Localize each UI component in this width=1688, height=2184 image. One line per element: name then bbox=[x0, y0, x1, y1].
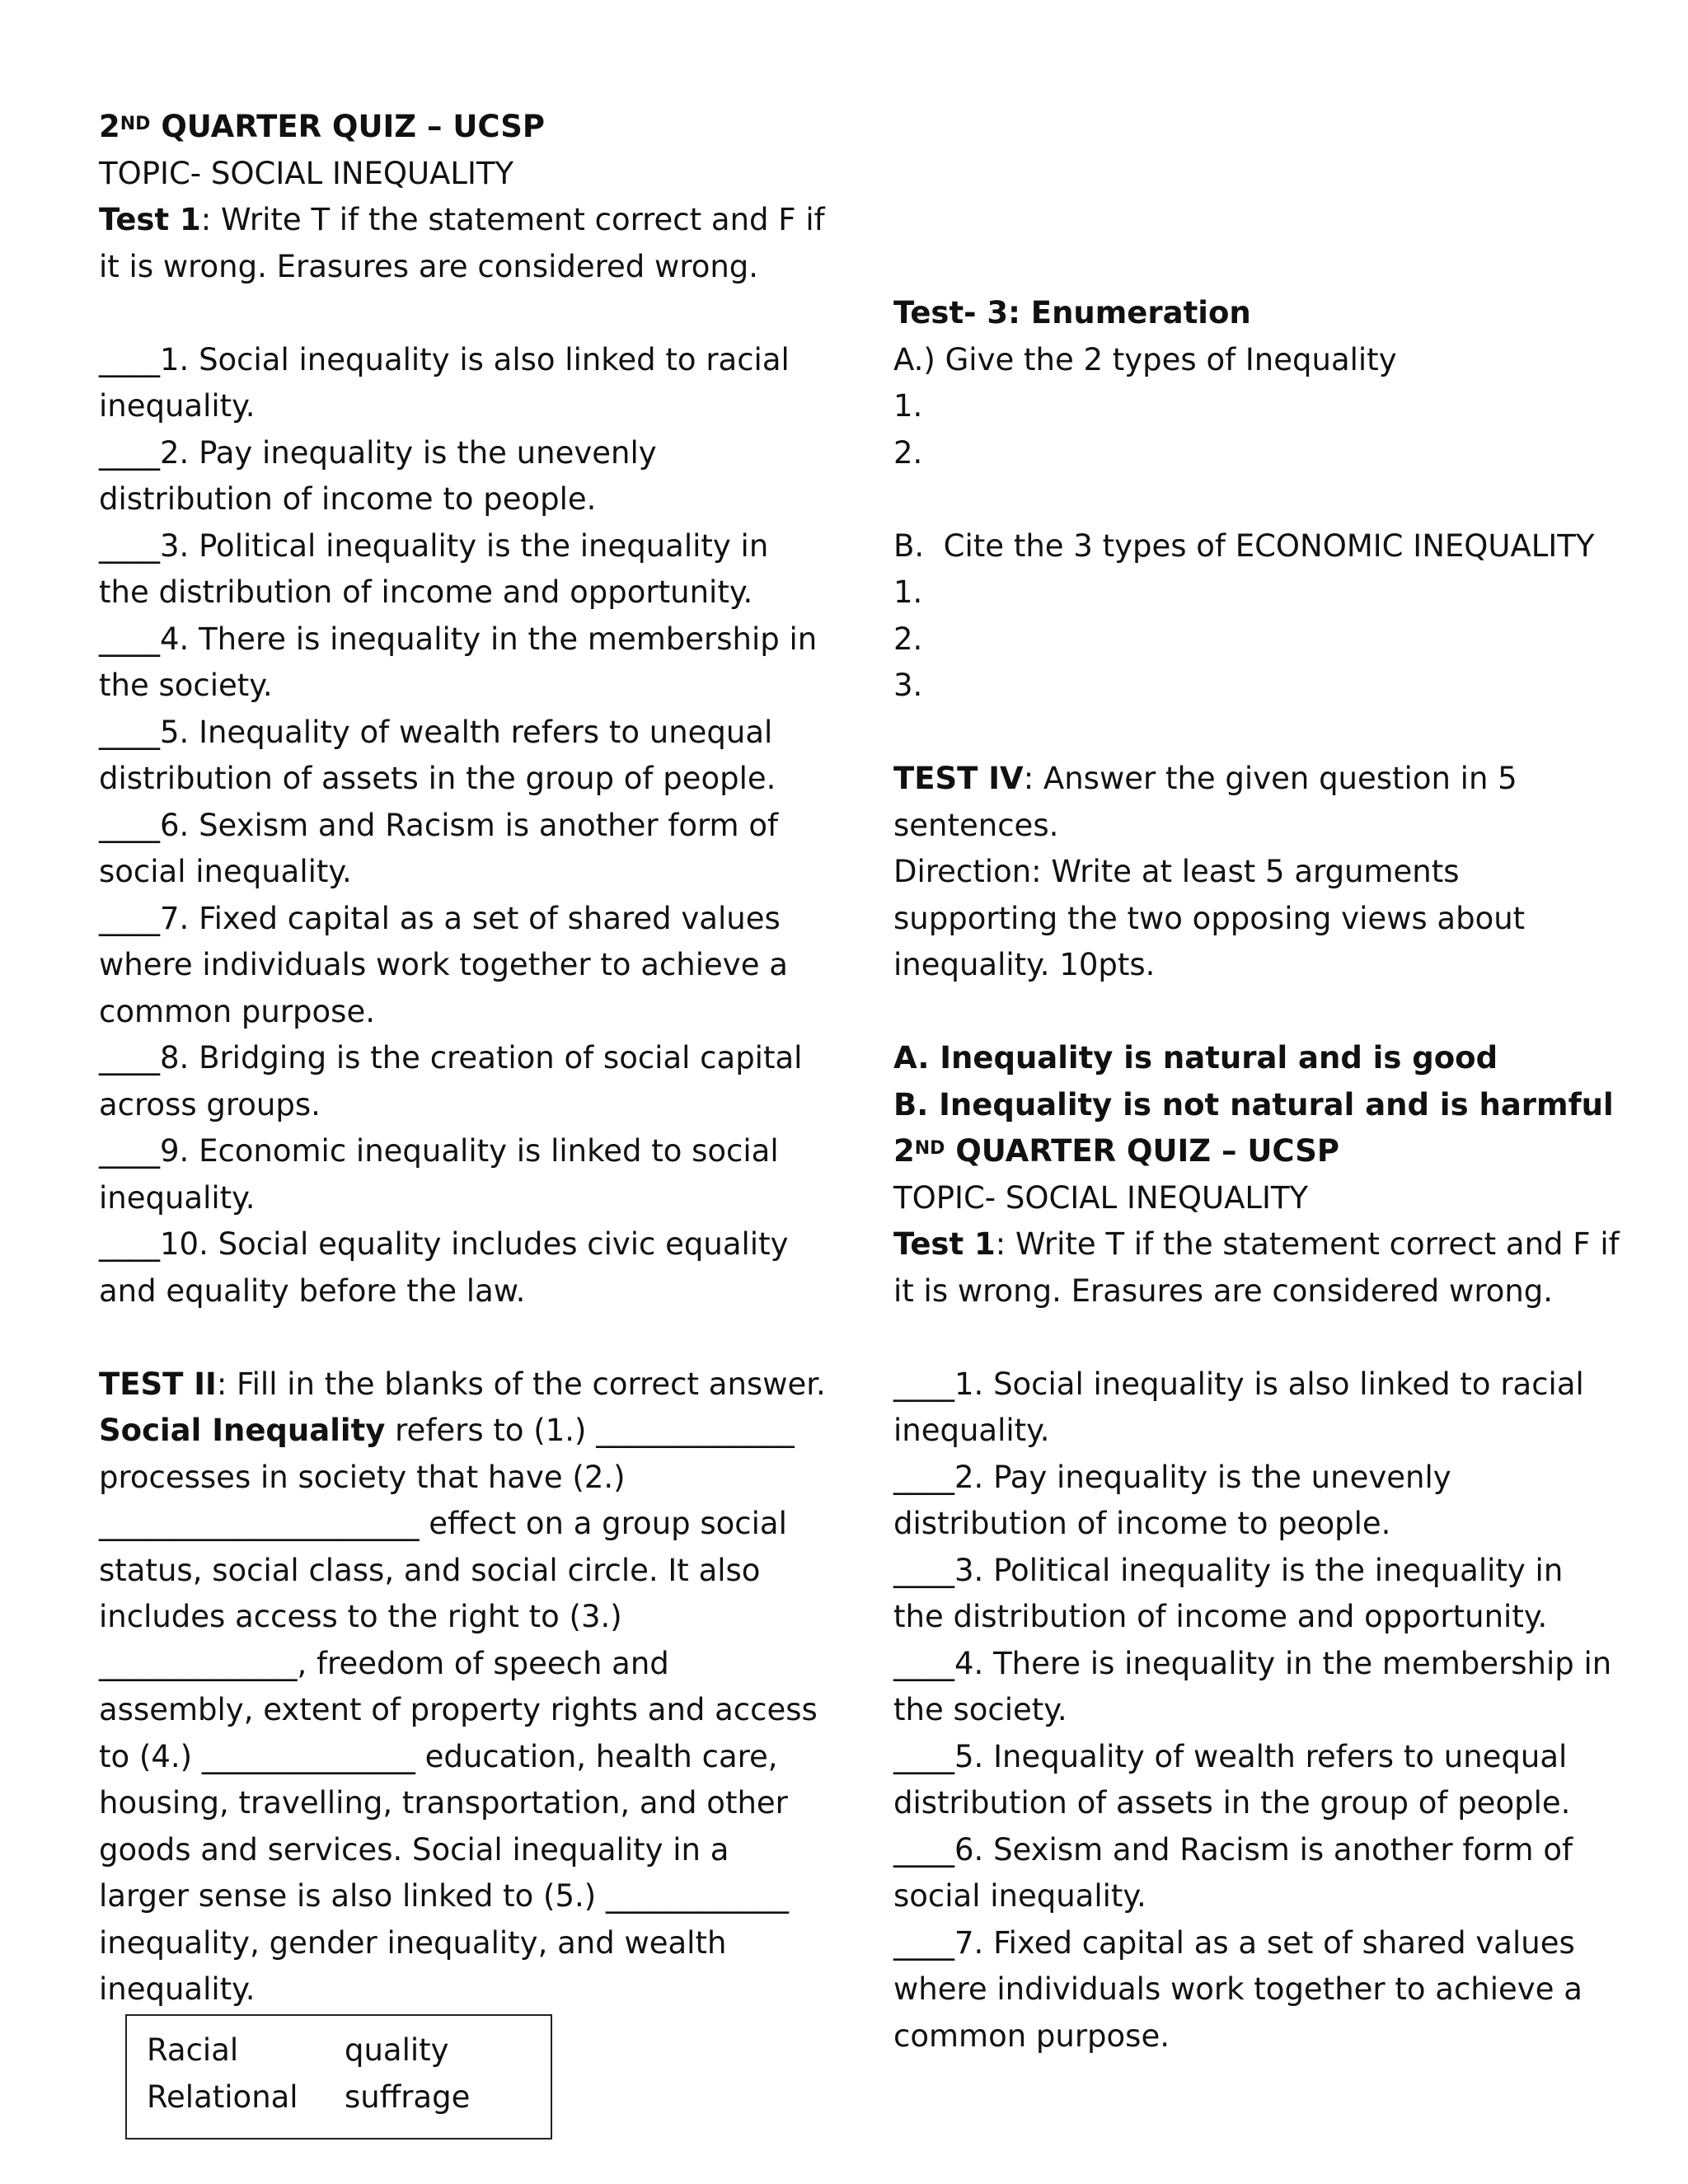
topic-line-repeat: TOPIC- SOCIAL INEQUALITY bbox=[893, 1179, 1309, 1216]
test1-item-line: ____3. Political inequality is the inequality in bbox=[99, 527, 769, 564]
test1-item-line: ____5. Inequality of wealth refers to unequal bbox=[893, 1738, 1568, 1774]
enum-item: 3. bbox=[893, 668, 923, 703]
test2-line: to (4.) ______________ education, health care, bbox=[99, 1738, 778, 1774]
test2-instruction: TEST II: Fill in the blanks of the correct answer. bbox=[99, 1366, 826, 1402]
choice-word: quality bbox=[345, 2032, 449, 2068]
choice-word: Relational bbox=[147, 2079, 298, 2115]
test4-line: inequality. 10pts. bbox=[893, 947, 1156, 982]
topic-line: TOPIC- SOCIAL INEQUALITY bbox=[99, 155, 514, 191]
test1-item-line: where individuals work together to achieve a bbox=[99, 947, 788, 982]
test1-item-line: ____6. Sexism and Racism is another form of bbox=[99, 807, 779, 843]
test2-line: housing, travelling, transportation, and other bbox=[99, 1785, 788, 1821]
test1-item-line: ____5. Inequality of wealth refers to unequal bbox=[99, 714, 773, 750]
test1-item-line: distribution of assets in the group of people. bbox=[99, 761, 776, 796]
test4-line: Direction: Write at least 5 arguments bbox=[893, 854, 1460, 889]
right-column bbox=[893, 104, 1635, 2060]
enum-item: 2. bbox=[893, 434, 923, 471]
test2-line: _____________________ effect on a group social bbox=[99, 1506, 787, 1541]
choice-word: suffrage bbox=[345, 2079, 471, 2115]
test1-item-line: ____8. Bridging is the creation of social capital bbox=[99, 1040, 803, 1076]
enum-item: 2. bbox=[893, 621, 923, 657]
test1-item-line: the distribution of income and opportunity. bbox=[99, 574, 753, 610]
test1-item-line: inequality. bbox=[99, 388, 256, 424]
test1-item-line: and equality before the law. bbox=[99, 1272, 526, 1309]
test1-item-line: common purpose. bbox=[893, 2018, 1170, 2054]
test1-item-line: ____9. Economic inequality is linked to social bbox=[99, 1133, 779, 1169]
test1-item-line: ____2. Pay inequality is the unevenly bbox=[99, 434, 657, 471]
test1-item-line: common purpose. bbox=[99, 993, 375, 1029]
test1-item-line: ____3. Political inequality is the inequality in bbox=[893, 1552, 1564, 1588]
test1-instruction-cont-repeat: it is wrong. Erasures are considered wrong. bbox=[893, 1272, 1554, 1309]
test4-instruction: TEST IV: Answer the given question in 5 bbox=[893, 761, 1517, 796]
test1-item-line: ____1. Social inequality is also linked to racial bbox=[99, 341, 790, 377]
test2-line: inequality. bbox=[99, 1971, 256, 2007]
choices-row bbox=[147, 2074, 551, 2121]
test3-part-b: B. Cite the 3 types of ECONOMIC INEQUALITY bbox=[893, 527, 1595, 564]
test2-line: includes access to the right to (3.) bbox=[99, 1599, 622, 1634]
test3-title: Test- 3: Enumeration bbox=[893, 295, 1251, 330]
left-column bbox=[99, 104, 824, 2013]
test1-item-line: ____10. Social equality includes civic equality bbox=[99, 1226, 789, 1262]
quiz-title: 2ND QUARTER QUIZ – UCSP bbox=[99, 109, 546, 144]
test2-line: inequality, gender inequality, and wealth bbox=[99, 1924, 727, 1961]
test1-instruction: Test 1: Write T if the statement correct and F if bbox=[99, 202, 825, 237]
test1-item-line: ____4. There is inequality in the membership in bbox=[893, 1645, 1612, 1681]
test1-instruction-repeat: Test 1: Write T if the statement correct and F if bbox=[893, 1226, 1620, 1262]
test1-item-line: ____1. Social inequality is also linked to racial bbox=[893, 1366, 1584, 1402]
test1-item-line: distribution of income to people. bbox=[99, 481, 597, 517]
test1-item-line: distribution of income to people. bbox=[893, 1506, 1391, 1541]
test1-item-line: social inequality. bbox=[99, 854, 352, 889]
enum-item: 1. bbox=[893, 388, 923, 424]
test1-item-line: across groups. bbox=[99, 1086, 321, 1122]
word-choices-box bbox=[125, 2014, 552, 2139]
test1-item-line: distribution of assets in the group of people. bbox=[893, 1785, 1571, 1821]
test1-item-line: ____2. Pay inequality is the unevenly bbox=[893, 1459, 1451, 1495]
test1-item-line: ____7. Fixed capital as a set of shared values bbox=[99, 900, 781, 936]
test1-item-line: social inequality. bbox=[893, 1878, 1146, 1914]
test1-instruction-cont: it is wrong. Erasures are considered wrong. bbox=[99, 248, 759, 284]
test2-line: goods and services. Social inequality in a bbox=[99, 1831, 729, 1868]
test4-option-a: A. Inequality is natural and is good bbox=[893, 1040, 1498, 1076]
test1-items-repeat bbox=[893, 1361, 1635, 2060]
test4-line: supporting the two opposing views about bbox=[893, 900, 1526, 936]
enum-item: 1. bbox=[893, 574, 923, 610]
quiz-title-repeat: 2ND QUARTER QUIZ – UCSP bbox=[893, 1133, 1340, 1169]
test2-line: Social Inequality refers to (1.) _____________ bbox=[99, 1413, 795, 1448]
test2-line: processes in society that have (2.) bbox=[99, 1459, 626, 1495]
test2-line: status, social class, and social circle. It also bbox=[99, 1552, 761, 1588]
test1-item-line: ____4. There is inequality in the membership in bbox=[99, 621, 818, 657]
test1-items bbox=[99, 337, 824, 1315]
test1-item-line: the distribution of income and opportunity. bbox=[893, 1599, 1548, 1634]
choice-word: Racial bbox=[147, 2032, 239, 2068]
test1-item-line: inequality. bbox=[893, 1413, 1050, 1448]
test2-line: assembly, extent of property rights and access bbox=[99, 1692, 818, 1727]
test2-line: larger sense is also linked to (5.) ____________ bbox=[99, 1878, 789, 1914]
test2-line: _____________, freedom of speech and bbox=[99, 1645, 669, 1681]
test1-item-line: the society. bbox=[99, 668, 273, 703]
test4-option-b: B. Inequality is not natural and is harmful bbox=[893, 1086, 1614, 1122]
test3-part-a: A.) Give the 2 types of Inequality bbox=[893, 341, 1397, 377]
test1-item-line: inequality. bbox=[99, 1179, 256, 1216]
test1-item-line: ____7. Fixed capital as a set of shared values bbox=[893, 1924, 1575, 1961]
test1-item-line: the society. bbox=[893, 1692, 1067, 1727]
choices-row bbox=[147, 2027, 551, 2074]
test1-item-line: ____6. Sexism and Racism is another form of bbox=[893, 1831, 1573, 1868]
test4-line: sentences. bbox=[893, 807, 1059, 843]
test1-item-line: where individuals work together to achieve a bbox=[893, 1971, 1582, 2007]
test2-section bbox=[99, 1361, 824, 2013]
